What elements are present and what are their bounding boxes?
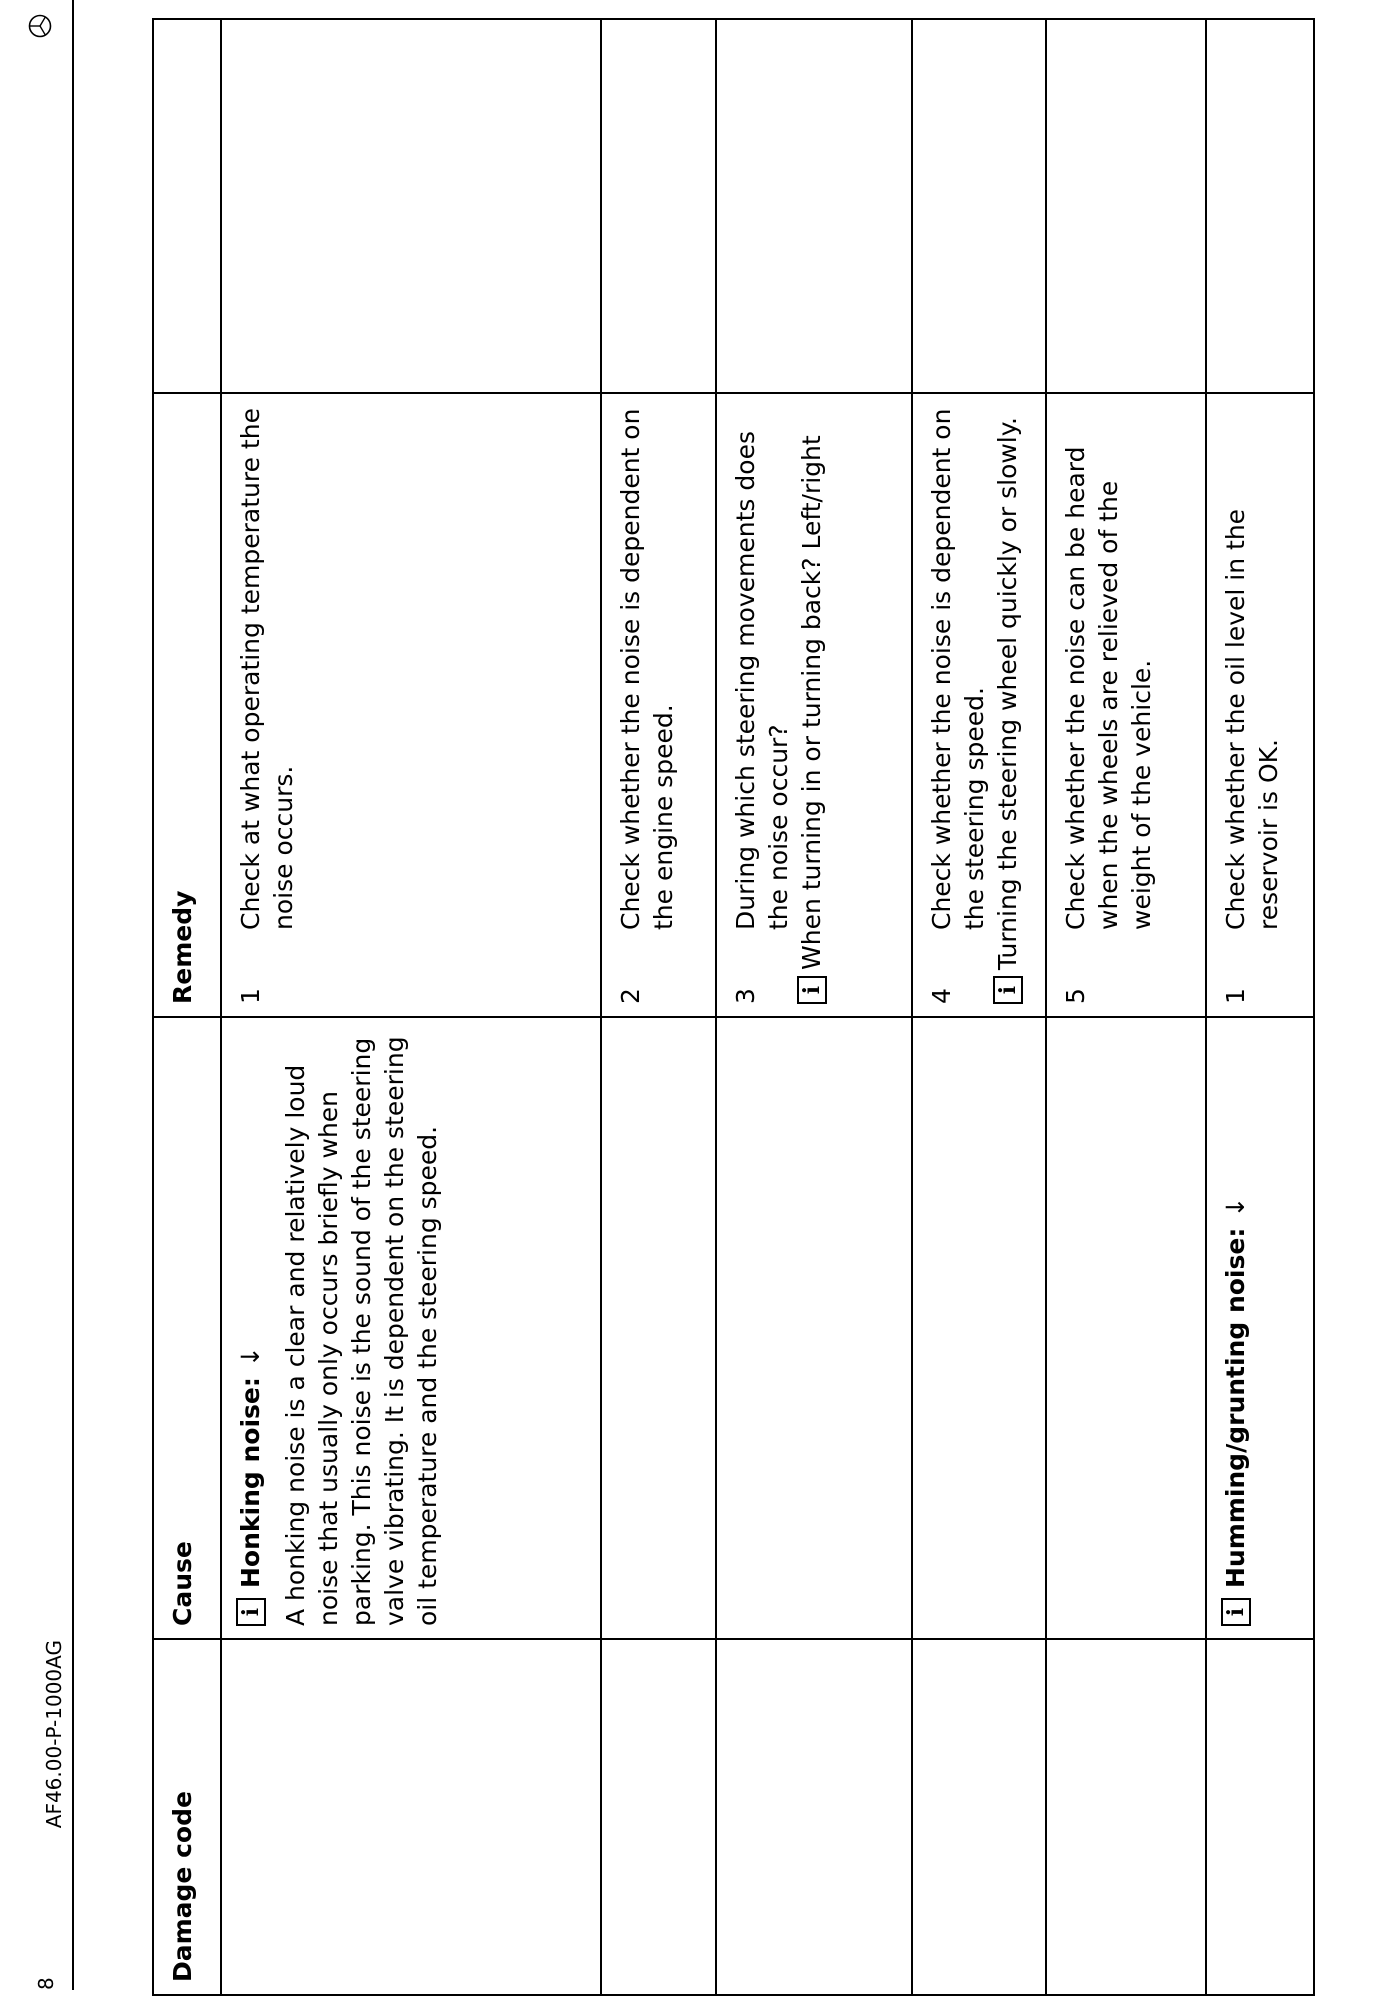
step-number: 3 xyxy=(731,988,760,1004)
extra-cell xyxy=(1046,19,1206,393)
page-number: 8 xyxy=(34,1977,58,1990)
remedy-note xyxy=(991,406,1024,1004)
cause-cell xyxy=(912,1017,1046,1639)
remedy-cell xyxy=(912,393,1046,1017)
info-icon: i xyxy=(1221,1598,1251,1626)
table-row xyxy=(912,19,1046,1995)
step-text: Check whether the noise is dependent on the engine speed. xyxy=(616,408,678,930)
extra-cell xyxy=(912,19,1046,393)
remedy-cell xyxy=(716,393,912,1017)
damage-code-cell xyxy=(716,1639,912,1995)
arrow-down-icon: ↓ xyxy=(1221,1196,1250,1218)
step-text: Check whether the oil level in the reservoir is OK. xyxy=(1221,508,1283,930)
damage-code-cell xyxy=(1206,1639,1314,1995)
header-divider xyxy=(72,0,74,1990)
step-number: 5 xyxy=(1061,988,1090,1004)
cause-cell xyxy=(221,1017,601,1639)
remedy-note xyxy=(795,406,828,1004)
damage-code-cell xyxy=(601,1639,716,1995)
column-header-extra xyxy=(153,19,221,393)
table-row xyxy=(1206,19,1314,1995)
cause-cell xyxy=(1046,1017,1206,1639)
cause-title: Humming/grunting noise: xyxy=(1221,1227,1250,1588)
remedy-step xyxy=(925,406,991,1004)
mercedes-star-icon xyxy=(28,14,52,38)
arrow-down-icon: ↓ xyxy=(236,1346,265,1368)
remedy-step xyxy=(729,406,795,1004)
extra-cell xyxy=(1206,19,1314,393)
cause-cell xyxy=(601,1017,716,1639)
note-text: When turning in or turning back? Left/right xyxy=(797,435,826,970)
document-code: AF46.00-P-1000AG xyxy=(42,1640,66,1829)
info-icon: i xyxy=(236,1598,266,1626)
step-number: 1 xyxy=(236,988,265,1004)
remedy-cell xyxy=(1046,393,1206,1017)
cause-cell xyxy=(1206,1017,1314,1639)
step-number: 1 xyxy=(1221,988,1250,1004)
table-row xyxy=(601,19,716,1995)
cause-heading xyxy=(1219,1030,1252,1626)
damage-code-cell xyxy=(1046,1639,1206,1995)
table-row xyxy=(716,19,912,1995)
column-header-remedy: Remedy xyxy=(153,393,221,1017)
remedy-cell xyxy=(601,393,716,1017)
diagnosis-table-wrapper xyxy=(152,10,1398,1996)
extra-cell xyxy=(601,19,716,393)
remedy-step xyxy=(1219,406,1285,1004)
table-header-row xyxy=(153,19,221,1995)
info-icon: i xyxy=(993,976,1023,1004)
step-text: Check whether the noise can be heard when the wheels are relieved of the weight of the vehicle. xyxy=(1061,446,1156,930)
table-row xyxy=(1046,19,1206,1995)
step-text: Check at what operating temperature the noise occurs. xyxy=(236,408,298,930)
step-number: 2 xyxy=(616,988,645,1004)
step-text: Check whether the noise is dependent on the steering speed. xyxy=(927,408,989,930)
cause-title: Honking noise: xyxy=(236,1377,265,1588)
remedy-step xyxy=(234,406,300,1004)
table-row xyxy=(221,19,601,1995)
damage-code-cell xyxy=(221,1639,601,1995)
diagnosis-table xyxy=(152,18,1315,1996)
cause-cell xyxy=(716,1017,912,1639)
info-icon: i xyxy=(797,976,827,1004)
column-header-cause: Cause xyxy=(153,1017,221,1639)
cause-heading xyxy=(234,1030,267,1626)
damage-code-cell xyxy=(912,1639,1046,1995)
note-text: Turning the steering wheel quickly or slowly. xyxy=(993,417,1022,970)
remedy-step xyxy=(1059,406,1158,1004)
remedy-step xyxy=(614,406,680,1004)
column-header-damage-code: Damage code xyxy=(153,1639,221,1995)
extra-cell xyxy=(716,19,912,393)
step-number: 4 xyxy=(927,988,956,1004)
cause-description: A honking noise is a clear and relatively loud noise that usually only occurs briefly when parking. This noise is the sound of the steering valve vibrating. It is dependent on the steering oil temperature and the steering speed. xyxy=(281,1036,442,1626)
remedy-cell xyxy=(221,393,601,1017)
step-text: During which steering movements does the noise occur? xyxy=(731,431,793,930)
remedy-cell xyxy=(1206,393,1314,1017)
extra-cell xyxy=(221,19,601,393)
